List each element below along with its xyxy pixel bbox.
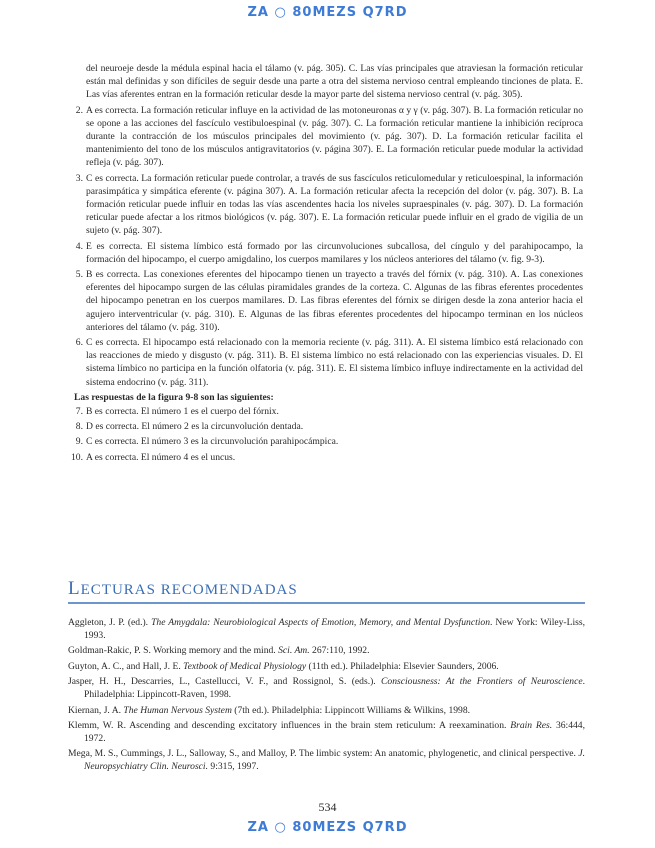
reference-details: 267:110, 1992. (309, 645, 370, 657)
answer-item (68, 104, 583, 170)
answer-number: 10. (71, 451, 83, 463)
reference-item (68, 748, 585, 773)
reference-item (68, 720, 585, 745)
reference-details: (7th ed.). Philadelphia: Lippincott Williams & Wilkins, 1998. (231, 704, 471, 716)
answer-text: A es correcta. El número 4 es el uncus. (86, 451, 236, 463)
answer-number: 5. (75, 269, 83, 281)
reference-title: The Human Nervous System (123, 704, 232, 716)
reference-details: (11th ed.). Philadelphia: Elsevier Saunders, 2006. (306, 660, 499, 672)
answer-text: B es correcta. El número 1 es el cuerpo del fórnix. (86, 406, 279, 418)
answer-text: D es correcta. El número 2 es la circunvolución dentada. (86, 421, 304, 433)
reference-authors: Jasper, H. H., Descarries, L., Castellucci, V. F., and Rossignol, S. (eds.). (68, 676, 382, 688)
reference-details: . New York: Wiley-Liss, 1993. (84, 617, 586, 641)
watermark-bottom: ZA ○ 80MEZS Q7RD (247, 820, 408, 835)
reference-details: . Philadelphia: Lippincott-Raven, 1998. (84, 676, 585, 700)
reference-authors: Klemm, W. R. Ascending and descending excitatory influences in the brain stem reticulum: A reexamination. (68, 720, 511, 732)
answer-text: C es correcta. El número 3 es la circunvolución parahipocámpica. (86, 436, 339, 448)
answer-item (68, 405, 583, 418)
reference-details: 36:444, 1972. (84, 720, 585, 744)
reference-title: Sci. Am. (278, 645, 310, 657)
answer-text: E es correcta. El sistema límbico está formado por las circunvoluciones subcallosa, del cíngulo y del parahipocampo, la formación del hipocampo, el cuerpo amigdalino, los cuerpos mamilares y los núcleos anteriores del tálamo (v. fig. 9-3). (86, 240, 583, 265)
answer-number: 2. (75, 104, 83, 116)
reference-title: Consciousness: At the Frontiers of Neuroscience (381, 676, 583, 688)
reference-title: Brain Res. (510, 720, 553, 732)
page-number: 534 (318, 800, 337, 814)
reference-item (68, 705, 585, 718)
reference-title: J. Neuropsychiatry Clin. Neurosci. (84, 748, 585, 772)
section-heading-rest: ECTURAS RECOMENDADAS (80, 582, 298, 598)
answer-item (68, 336, 583, 389)
answer-number: 3. (75, 172, 83, 184)
answer-item (68, 172, 583, 238)
answer-item (68, 240, 583, 266)
reference-title: Textbook of Medical Physiology (183, 660, 307, 672)
answer-text: C es correcta. La formación reticular puede controlar, a través de sus fascículos reticulomedular y reticuloespinal, la información parasimpática y simpática eferente (v. página 307). A. La formación reticular afecta la recepción del dolor (v. pág. 307). B. La formación reticular puede influir en todas las vías ascendentes hacia los niveles supraespinales (v. pág. 307). D. La formación reticular puede afectar a los ritmos biológicos (v. pág. 307). E. La formación reticular puede influir en el grado de vigilia de un sujeto (v. pág. 307). (86, 172, 583, 237)
reference-item (68, 617, 585, 642)
answer-number: 7. (75, 406, 83, 418)
references-list (68, 617, 585, 777)
answer-text: B es correcta. Las conexiones eferentes del hipocampo tienen un trayecto a través del fórnix (v. pág. 310). A. Las conexiones eferentes del hipocampo surgen de las células piramidales grandes de la corteza. C. Algunas de las fibras eferentes procedentes del hipocampo penetran en los cuerpos mamilares. D. Las fibras eferentes del fórnix se dirigen desde la zona anterior hacia el agujero interventricular (v. pág. 310). E. Algunas de las fibras eferentes procedentes del hipocampo terminan en los núcleos anteriores del tálamo (v. pág. 310). (86, 269, 583, 333)
answer-text: C es correcta. El hipocampo está relacionado con la memoria reciente (v. pág. 311). A. El sistema límbico está relacionado con las reacciones de miedo y disgusto (v. pág. 311). B. El sistema límbico no está relacionado con las experiencias visuales. D. El sistema límbico no participa en la función olfatoria (v. pág. 311). E. El sistema límbico influye indirectamente en la actividad del sistema endocrino (v. pág. 311). (86, 337, 583, 388)
reference-title: The Amygdala: Neurobiological Aspects of Emotion, Memory, and Mental Dysfunction (151, 617, 491, 628)
section-heading (68, 578, 585, 604)
reference-details: 9:315, 1997. (208, 760, 259, 772)
reference-authors: Guyton, A. C., and Hall, J. E. (68, 660, 184, 672)
answer-number: 6. (75, 337, 83, 349)
answer-number: 4. (75, 240, 83, 252)
answer-number: 8. (75, 421, 83, 433)
answer-item (68, 451, 583, 464)
answer-item (68, 268, 583, 334)
reference-item (68, 645, 585, 658)
reference-item (68, 661, 585, 674)
reference-authors: Goldman-Rakic, P. S. Working memory and the mind. (68, 645, 279, 657)
section-heading-initial: L (68, 578, 81, 599)
answer-text: A es correcta. La formación reticular influye en la actividad de las motoneuronas α y γ (v. pág. 307). B. La formación reticular no se opone a las acciones del fascículo vestibuloespinal (v. pág. 307). C. La formación reticular mantiene la inhibición recíproca durante la contracción de los músculos principales del movimiento (v. pág. 307). D. La formación reticular facilita el mantenimiento del tono de los músculos antigravitatorios (v. página 307). E. La formación reticular puede modular la actividad refleja (v. pág. 307). (86, 104, 583, 169)
watermark-top: ZA ○ 80MEZS Q7RD (247, 5, 408, 20)
answers-block (68, 62, 583, 466)
reference-item (68, 676, 585, 701)
reference-authors: Mega, M. S., Cummings, J. L., Salloway, S., and Malloy, P. The limbic system: An anatomic, phylogenetic, and clinical perspective. (68, 748, 579, 760)
reference-authors: Aggleton, J. P. (ed.). (68, 617, 152, 628)
answer-number: 9. (75, 436, 83, 448)
reference-authors: Kiernan, J. A. (68, 704, 124, 716)
answer-item (68, 435, 583, 448)
figure-answers-lead: Las respuestas de la figura 9-8 son las siguientes: (74, 391, 274, 403)
answer-continuation: del neuroeje desde la médula espinal hacia el tálamo (v. pág. 305). C. Las vías principales que atraviesan la formación reticular están mal definidas y son difíciles de seguir desde una parte a otra del sistema nervioso central empleando tinciones de plata. E. Las vías aferentes entran en la formación reticular desde la mayor parte del sistema nervioso central (v. pág. 305). (86, 63, 583, 101)
answer-item (68, 420, 583, 433)
